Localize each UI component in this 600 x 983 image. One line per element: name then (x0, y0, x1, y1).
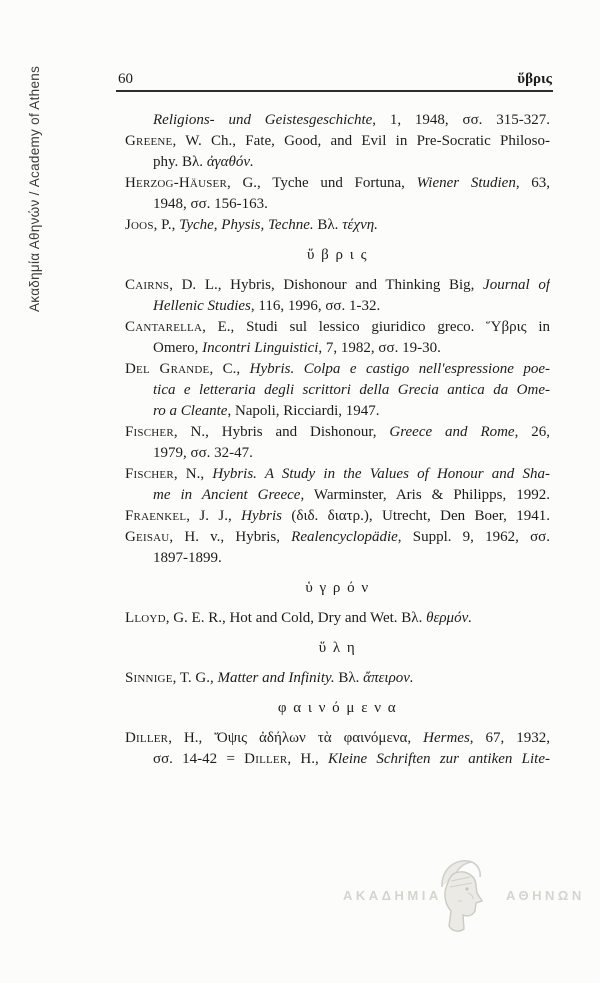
text-segment: , Napoli, Ricciardi, 1947. (227, 403, 380, 419)
text-segment: Βλ. (313, 217, 343, 233)
text-segment: , E., Studi sul lessico giuridico greco. Ὕβρις in (202, 319, 550, 335)
bibliography-line (125, 443, 550, 464)
athena-head-logo (428, 853, 494, 939)
text-segment: θερμόν. (426, 610, 472, 626)
author-name: Herzog-Häuser (125, 175, 227, 191)
text-segment: , D. L., Hybris, Dishonour and Thinking Big, (169, 277, 484, 293)
text-segment: Journal of (483, 277, 550, 293)
bibliography-line (125, 485, 550, 506)
bibliography-line (125, 110, 550, 131)
author-name: Diller (125, 730, 169, 746)
text-segment: , C., (209, 361, 250, 377)
author-name: Fischer (125, 424, 174, 440)
bibliography-line (125, 728, 550, 749)
text-segment: Greece and Rome (389, 424, 515, 440)
text-segment: Hybris (241, 508, 282, 524)
text-segment: Realencyclopädie (291, 529, 398, 545)
text-segment: phy. Βλ. (153, 154, 207, 170)
text-segment: , 67, 1932, (469, 730, 550, 746)
bibliography-line (125, 464, 550, 485)
text-segment: , H., Ὄψις ἀδήλων τὰ φαινόμενα, (168, 730, 424, 746)
text-segment: , P., (153, 217, 180, 233)
text-segment: , G. E. R., Hot and Cold, Dry and Wet. Βλ. (165, 610, 427, 626)
text-segment: Kleine Schriften zur antiken Lite- (327, 751, 550, 767)
bibliography-line (125, 173, 550, 194)
author-name: Cantarella (125, 319, 203, 335)
running-head: ὕβρις (517, 71, 552, 87)
bibliography-line (125, 338, 550, 359)
bibliography (125, 110, 550, 770)
text-segment: , H. v., Hybris, (169, 529, 292, 545)
bibliography-line (125, 548, 550, 569)
bibliography-line (125, 152, 550, 173)
author-name: Sinnige (125, 670, 173, 686)
bibliography-line (125, 296, 550, 317)
author-name: Lloyd (125, 610, 166, 626)
text-segment: , Warminster, Aris & Philipps, 1992. (300, 487, 550, 503)
text-segment: , 116, 1996, σσ. 1-32. (250, 298, 381, 314)
bibliography-line (125, 380, 550, 401)
text-segment: 1897-1899. (153, 550, 222, 566)
bibliography-line (125, 215, 550, 236)
text-segment: Wiener Studien (416, 175, 516, 191)
bibliography-line (125, 668, 550, 689)
text-segment: Omero, (153, 340, 203, 356)
bibliography-line (125, 506, 550, 527)
text-segment: ro a Cleante (153, 403, 228, 419)
author-name: Fraenkel (125, 508, 187, 524)
author-name: Greene (125, 133, 173, 149)
text-segment: Hybris. Colpa e castigo nell'espressione poe- (249, 361, 550, 377)
author-name: Joos (125, 217, 154, 233)
header-rule (116, 90, 553, 92)
page-number: 60 (118, 71, 133, 87)
text-segment: Hellenic Studies (153, 298, 251, 314)
bibliography-line (125, 131, 550, 152)
text-segment: , N., Hybris and Dishonour, (173, 424, 390, 440)
text-segment: , 1, 1948, σσ. 315-327. (372, 112, 550, 128)
bibliography-line (125, 527, 550, 548)
text-segment: me in Ancient Greece (153, 487, 301, 503)
text-segment: , Suppl. 9, 1962, σσ. (397, 529, 550, 545)
text-segment: Matter and Infinity. (217, 670, 335, 686)
bibliography-line (125, 608, 550, 629)
section-heading: ὕ β ρ ι ς (306, 247, 369, 263)
bibliography-line (125, 401, 550, 422)
text-segment: σσ. 14-42 = (153, 751, 245, 767)
text-segment: , J. J., (186, 508, 242, 524)
author-name: Diller (244, 751, 288, 767)
text-segment: , W. Ch., Fate, Good, and Evil in Pre-Socratic Philoso- (172, 133, 550, 149)
section-heading: φ α ι ν ό μ ε ν α (277, 700, 398, 716)
bibliography-line (125, 422, 550, 443)
text-segment: , N., (173, 466, 213, 482)
bibliography-line (125, 749, 550, 770)
text-segment: Tyche, Physis, Techne. (179, 217, 314, 233)
margin-note-vertical: Ακαδημία Αθηνών / Academy of Athens (27, 65, 42, 312)
text-segment: Incontri Linguistici (202, 340, 319, 356)
text-segment: , H., (287, 751, 328, 767)
text-segment: ἄπειρον. (363, 670, 414, 686)
section-heading: ὕ λ η (318, 640, 357, 656)
text-segment: tica e letteraria degli scrittori della Grecia antica da Ome- (153, 382, 550, 398)
text-segment: Βλ. (334, 670, 364, 686)
bibliography-line (125, 317, 550, 338)
text-segment: ἀγαθόν. (206, 154, 254, 170)
section-heading: ὑ γ ρ ό ν (305, 580, 370, 596)
text-segment: , G., Tyche und Fortuna, (227, 175, 417, 191)
author-name: Cairns (125, 277, 170, 293)
text-segment: , 7, 1982, σσ. 19-30. (318, 340, 441, 356)
text-segment: (διδ. διατρ.), Utrecht, Den Boer, 1941. (281, 508, 550, 524)
text-segment: τέχνη. (342, 217, 378, 233)
text-segment: , 26, (514, 424, 550, 440)
text-segment: Hermes (423, 730, 470, 746)
bibliography-line (125, 359, 550, 380)
bibliography-line (125, 194, 550, 215)
author-name: Del Grande (125, 361, 210, 377)
watermark-text-left: ΑΚΑΔΗΜΙΑ (343, 888, 442, 903)
text-segment: 1979, σσ. 32-47. (153, 445, 253, 461)
text-segment: , 63, (515, 175, 550, 191)
text-segment: Hybris. A Study in the Values of Honour and Sha- (212, 466, 550, 482)
text-segment: , T. G., (172, 670, 218, 686)
author-name: Fischer (125, 466, 174, 482)
bibliography-line (125, 275, 550, 296)
text-segment: Religions- und Geistesgeschichte (153, 112, 373, 128)
author-name: Geisau (125, 529, 170, 545)
watermark-text-right: ΑΘΗΝΩΝ (506, 888, 585, 903)
text-segment: 1948, σσ. 156-163. (153, 196, 268, 212)
